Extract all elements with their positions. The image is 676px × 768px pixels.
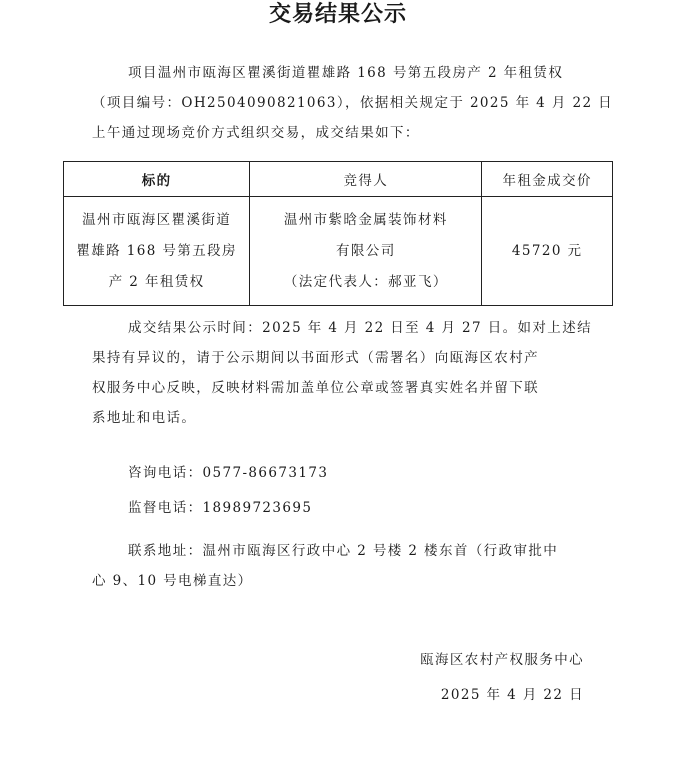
winner-line: 有限公司 — [336, 242, 396, 259]
contact-address — [92, 536, 592, 596]
result-table — [63, 161, 613, 306]
intro-paragraph — [92, 58, 614, 148]
cell-price: 45720 元 — [482, 197, 613, 306]
address-line: 心 9、10 号电梯直达） — [92, 573, 253, 589]
signature-date: 2025 年 4 月 22 日 — [440, 687, 584, 703]
document-title: 交易结果公示 — [268, 2, 407, 27]
notice-line: 权服务中心反映，反映材料需加盖单位公章或签署真实姓名并留下联 — [92, 380, 539, 396]
header-winner: 竞得人 — [250, 162, 482, 197]
winner-line: （法定代表人：郝亚飞） — [283, 273, 448, 290]
supervise-phone: 监督电话：18989723695 — [128, 500, 313, 516]
address-line: 联系地址：温州市瓯海区行政中心 2 号楼 2 楼东首（行政审批中 — [128, 543, 559, 559]
subject-line: 产 2 年租赁权 — [108, 273, 205, 290]
signature-org: 瓯海区农村产权服务中心 — [420, 652, 584, 668]
header-price: 年租金成交价 — [482, 162, 613, 197]
table-header-row — [64, 162, 613, 197]
notice-line: 果持有异议的，请于公示期间以书面形式（需署名）向瓯海区农村产 — [92, 350, 539, 366]
header-subject: 标的 — [64, 162, 250, 197]
notice-paragraph — [92, 313, 592, 433]
subject-line: 温州市瓯海区瞿溪街道 — [82, 211, 232, 228]
winner-line: 温州市紫晗金属装饰材料 — [283, 211, 448, 228]
subject-line: 瞿雄路 168 号第五段房 — [76, 242, 237, 259]
cell-winner — [250, 197, 482, 306]
intro-line: （项目编号：OH2504090821063），依据相关规定于 2025 年 4 月 22 日 — [92, 95, 614, 111]
notice-line: 成交结果公示时间：2025 年 4 月 22 日至 4 月 27 日。如对上述结 — [128, 320, 593, 336]
table-row — [64, 197, 613, 306]
intro-line: 项目温州市瓯海区瞿溪街道瞿雄路 168 号第五段房产 2 年租赁权 — [128, 65, 564, 81]
intro-line: 上午通过现场竞价方式组织交易，成交结果如下： — [92, 125, 420, 141]
consult-phone: 咨询电话：0577-86673173 — [128, 465, 329, 481]
notice-line: 系地址和电话。 — [92, 410, 197, 426]
cell-subject — [64, 197, 250, 306]
